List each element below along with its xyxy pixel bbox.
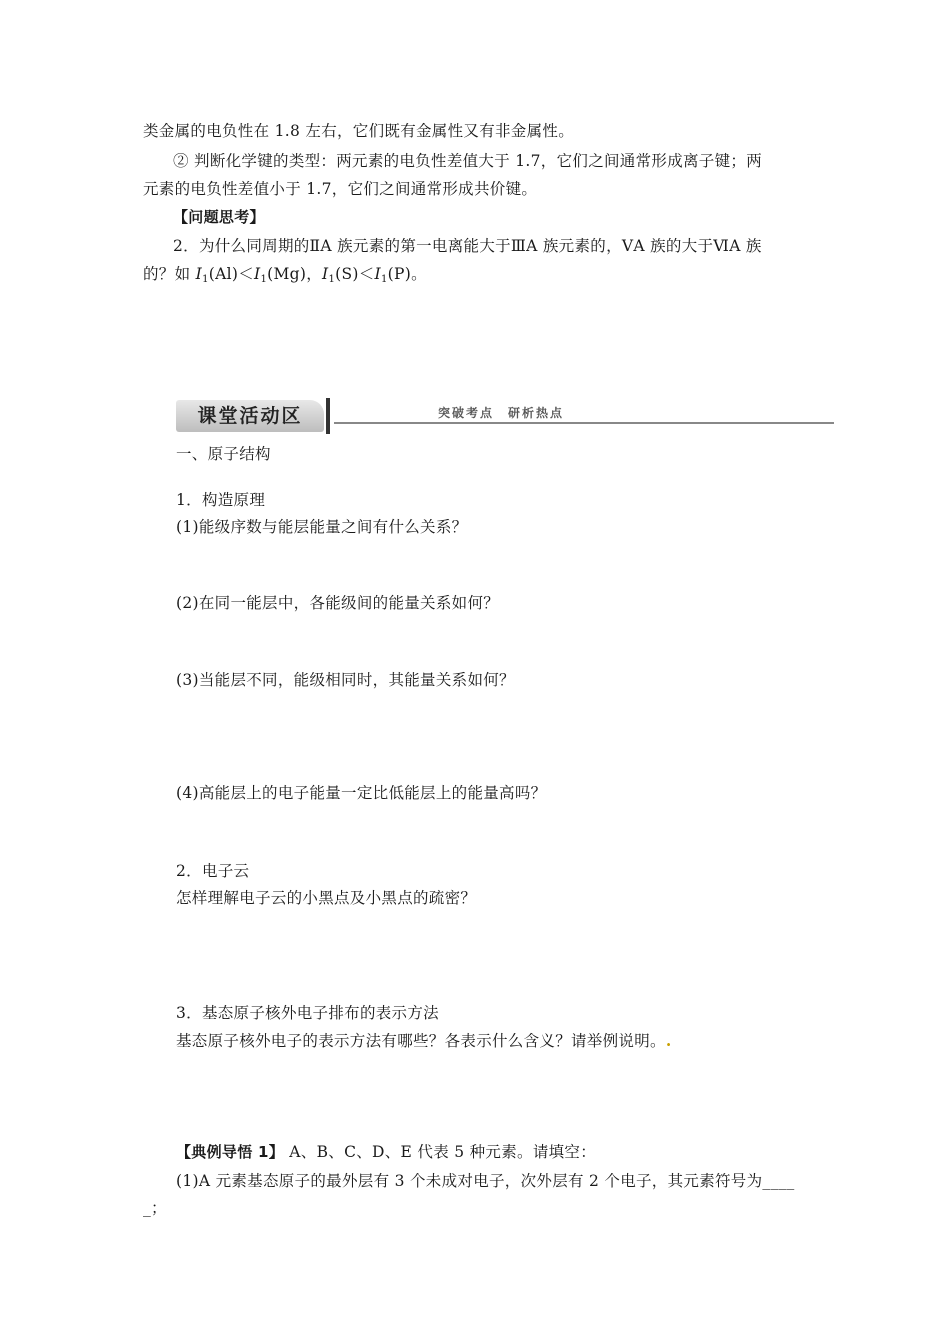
item-1-question-4: (4)高能层上的电子能量一定比低能层上的能量高吗？ (176, 784, 547, 802)
banner-rule (334, 422, 834, 424)
ionization-symbol: I (322, 265, 329, 283)
example-line (176, 1141, 596, 1163)
ionization-subscript: 1 (202, 274, 209, 285)
q2-s: (S)＜ (335, 265, 375, 283)
text-line-2: ② 判断化学键的类型：两元素的电负性差值大于 1.7，它们之间通常形成离子键；两 (173, 152, 763, 170)
example-label: 【典例导悟 1】 (176, 1143, 285, 1161)
example-question-1-line-2: _； (143, 1199, 167, 1217)
banner-title: 课堂活动区 (176, 400, 324, 432)
banner-divider (326, 398, 330, 434)
highlight-dot: . (665, 1031, 672, 1050)
ionization-symbol: I (374, 265, 381, 283)
question-2-line-1: 2．为什么同周期的ⅡA 族元素的第一电离能大于ⅢA 族元素的，ⅤA 族的大于ⅥA 族 (173, 237, 762, 255)
q2-mg: (Mg)， (267, 265, 322, 283)
item-1-question-2: (2)在同一能层中，各能级间的能量关系如何？ (176, 594, 500, 612)
ionization-subscript: 1 (328, 274, 336, 285)
item-2-question: 怎样理解电子云的小黑点及小黑点的疏密？ (176, 889, 477, 907)
ionization-symbol: I (254, 265, 261, 283)
q2-prefix: 的？如 (143, 265, 196, 283)
example-intro: A、B、C、D、E 代表 5 种元素。请填空： (284, 1143, 597, 1161)
section-banner (176, 398, 834, 436)
item-1-question-1: (1)能级序数与能层能量之间有什么关系？ (176, 518, 468, 536)
text-line-3: 元素的电负性差值小于 1.7，它们之间通常形成共价键。 (143, 180, 538, 198)
question-2-line-2 (143, 263, 427, 291)
item-2-title: 2．电子云 (176, 862, 250, 880)
item-3-question (176, 1030, 672, 1052)
ionization-subscript: 1 (260, 274, 268, 285)
section-title: 一、原子结构 (176, 445, 271, 463)
q2-p: (P)。 (387, 265, 427, 283)
q2-al: (Al)＜ (208, 265, 254, 283)
problem-heading: 【问题思考】 (173, 208, 265, 226)
text-line-1: 类金属的电负性在 1.8 左右，它们既有金属性又有非金属性。 (143, 122, 575, 140)
banner-subtitle: 突破考点 研析热点 (438, 406, 565, 420)
item-1-question-3: (3)当能层不同，能级相同时，其能量关系如何？ (176, 671, 515, 689)
ionization-symbol: I (195, 265, 203, 283)
item-3-question-text: 基态原子核外电子的表示方法有哪些？各表示什么含义？请举例说明。 (176, 1032, 666, 1050)
example-question-1-line-1: (1)A 元素基态原子的最外层有 3 个未成对电子，次外层有 2 个电子，其元素符号为____ (176, 1172, 795, 1190)
item-1-title: 1．构造原理 (176, 491, 266, 509)
item-3-title: 3．基态原子核外电子排布的表示方法 (176, 1004, 439, 1022)
ionization-subscript: 1 (380, 274, 388, 285)
